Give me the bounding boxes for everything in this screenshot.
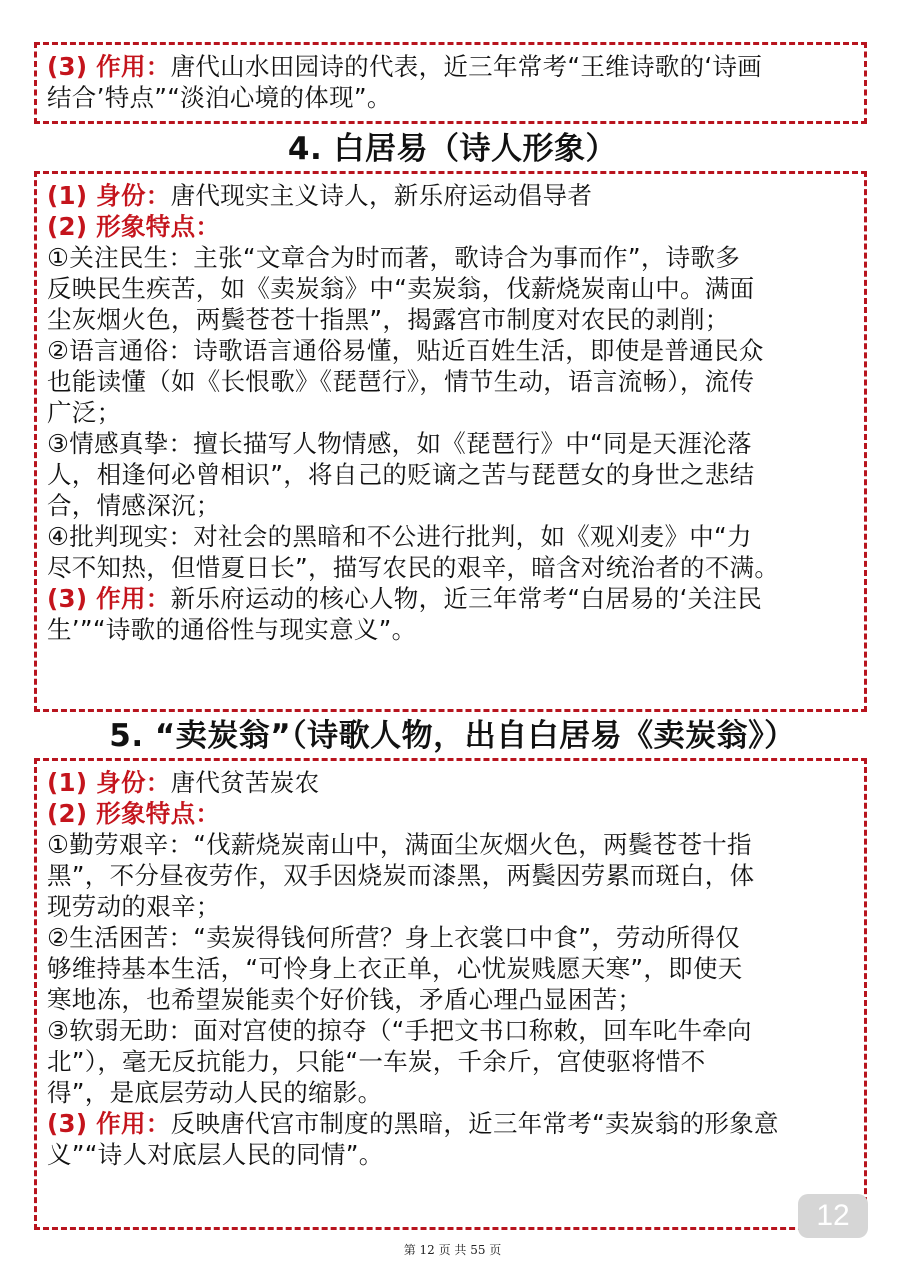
- effect-text: 反映唐代宫市制度的黑暗，近三年常考“卖炭翁的形象意: [170, 1109, 779, 1138]
- page-footer: 第 12 页 共 55 页: [403, 1243, 502, 1257]
- traits-label: (2) 形象特点：: [47, 212, 221, 241]
- text-line: ③软弱无助：面对宫使的掠夺（“手把文书口称敕，回车叱牛牵向: [47, 1016, 752, 1045]
- text-line: 尽不知热，但惜夏日长”，描写农民的艰辛，暗含对统治者的不满。: [47, 553, 780, 582]
- text-line: 广泛；: [47, 398, 122, 427]
- text-line: 结合’特点”“淡泊心境的体现”。: [47, 83, 392, 112]
- section-3-effect-box: [34, 42, 867, 124]
- text-line: 现劳动的艰辛；: [47, 892, 221, 921]
- effect-text: 唐代山水田园诗的代表，近三年常考“王维诗歌的‘诗画: [170, 52, 763, 81]
- identity-label: (1) 身份：: [47, 768, 171, 797]
- traits-label: (2) 形象特点：: [47, 799, 221, 828]
- text-line: 尘灰烟火色，两鬓苍苍十指黑”，揭露宫市制度对农民的剥削；: [47, 305, 730, 334]
- effect-label: (3) 作用：: [47, 584, 171, 613]
- text-line: 得”，是底层劳动人民的缩影。: [47, 1078, 383, 1107]
- section-heading-5: 5. “卖炭翁”（诗歌人物，出自白居易《卖炭翁》）: [109, 718, 796, 754]
- text-line: 北”），毫无反抗能力，只能“一车炭，千余斤，宫使驱将惜不: [47, 1047, 706, 1076]
- effect-line: [47, 583, 856, 614]
- identity-text: 唐代现实主义诗人，新乐府运动倡导者: [170, 181, 593, 210]
- text-line: ①关注民生：主张“文章合为时而著，歌诗合为事而作”，诗歌多: [47, 243, 741, 272]
- text-line: 生’”“诗歌的通俗性与现实意义”。: [47, 615, 417, 644]
- text-line: 义”“诗人对底层人民的同情”。: [47, 1140, 384, 1169]
- text-line: 合，情感深沉；: [47, 491, 221, 520]
- text-line: [47, 51, 856, 82]
- text-line: 反映民生疾苦，如《卖炭翁》中“卖炭翁，伐薪烧炭南山中。满面: [47, 274, 755, 303]
- text-line: ④批判现实：对社会的黑暗和不公进行批判，如《观刈麦》中“力: [47, 522, 752, 551]
- page-number-badge: 12: [798, 1194, 868, 1238]
- effect-label: (3) 作用：: [47, 52, 171, 81]
- text-line: 够维持基本生活，“可怜身上衣正单，心忧炭贱愿天寒”，即使天: [47, 954, 743, 983]
- text-line: ①勤劳艰辛：“伐薪烧炭南山中，满面尘灰烟火色，两鬓苍苍十指: [47, 830, 752, 859]
- effect-line: [47, 1108, 856, 1139]
- identity-label: (1) 身份：: [47, 181, 171, 210]
- identity-line: [47, 180, 856, 211]
- identity-line: [47, 767, 856, 798]
- text-line: 黑”，不分昼夜劳作，双手因烧炭而漆黑，两鬓因劳累而斑白，体: [47, 861, 755, 890]
- text-line: 人，相逢何必曾相识”，将自己的贬谪之苦与琵琶女的身世之悲结: [47, 460, 755, 489]
- effect-label: (3) 作用：: [47, 1109, 171, 1138]
- bai-juyi-box: [34, 171, 867, 712]
- effect-text: 新乐府运动的核心人物，近三年常考“白居易的‘关注民: [170, 584, 763, 613]
- text-line: 也能读懂（如《长恨歌》《琵琶行》，情节生动，语言流畅），流传: [47, 367, 755, 396]
- section-heading-4: 4. 白居易（诗人形象）: [287, 131, 618, 167]
- identity-text: 唐代贫苦炭农: [170, 768, 320, 797]
- text-line: ②生活困苦：“卖炭得钱何所营？身上衣裳口中食”，劳动所得仅: [47, 923, 741, 952]
- text-line: ③情感真挚：擅长描写人物情感，如《琵琶行》中“同是天涯沦落: [47, 429, 752, 458]
- text-line: ②语言通俗：诗歌语言通俗易懂，贴近百姓生活，即使是普通民众: [47, 336, 764, 365]
- charcoal-seller-box: [34, 758, 867, 1230]
- text-line: 寒地冻，也希望炭能卖个好价钱，矛盾心理凸显困苦；: [47, 985, 643, 1014]
